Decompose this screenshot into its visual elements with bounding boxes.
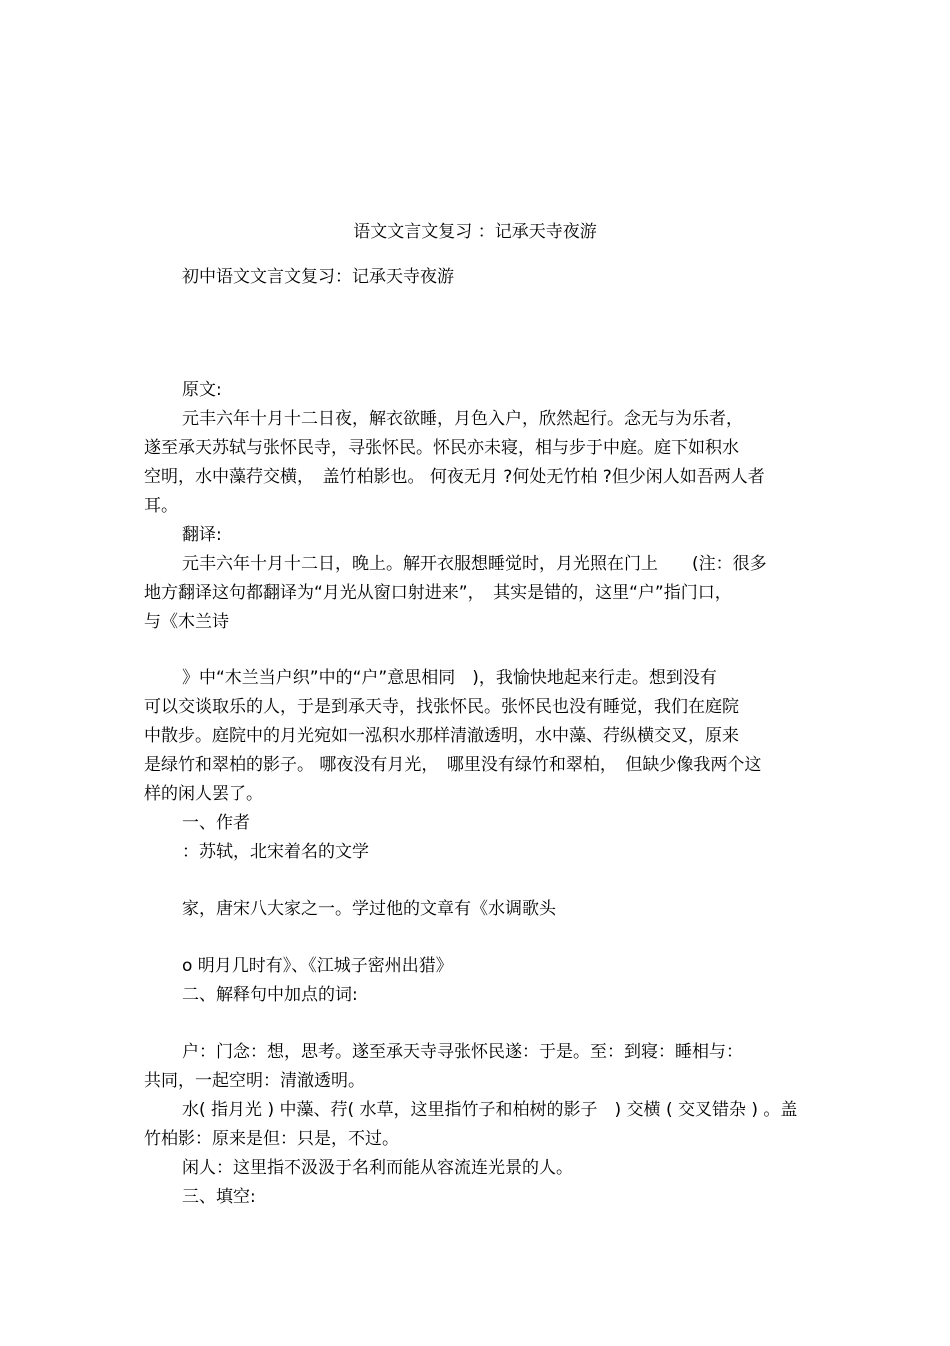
- text-line: 闲人：这里指不汲汲于名利而能从容流连光景的人。: [182, 1158, 573, 1178]
- text-line: 家，唐宋八大家之一。学过他的文章有《水调歌头: [182, 899, 556, 919]
- text-line: 共同，一起空明：清澈透明。: [144, 1071, 365, 1091]
- text-line: 竹柏影：原来是但：只是，不过。: [144, 1129, 399, 1149]
- text-line: 原文:: [182, 380, 222, 400]
- text-line: 翻译:: [182, 525, 222, 545]
- text-line: 与《木兰诗: [144, 612, 229, 632]
- section-heading: 二、解释句中加点的词:: [182, 985, 358, 1005]
- text-line: 空明，水中藻荇交横， 盖竹柏影也。 何夜无月 ?何处无竹柏 ?但少闲人如吾两人者: [144, 467, 765, 487]
- text-line: 中散步。庭院中的月光宛如一泓积水那样清澈透明，水中藻、荇纵横交叉，原来: [144, 726, 739, 746]
- text-line: 户：门念：想，思考。遂至承天寺寻张怀民遂：于是。至：到寝：睡相与：: [182, 1042, 743, 1062]
- text-line: 耳。: [144, 496, 178, 516]
- text-line: 样的闲人罢了。: [144, 784, 263, 804]
- text-line: 是绿竹和翠柏的影子。 哪夜没有月光， 哪里没有绿竹和翠柏， 但缺少像我两个这: [144, 755, 762, 775]
- text-line: o 明月几时有》、《江城子密州出猎》: [182, 956, 453, 976]
- document-title: 语文文言文复习 ：记承天寺夜游: [353, 222, 597, 242]
- text-line: 元丰六年十月十二日夜，解衣欲睡，月色入户，欣然起行。念无与为乐者，: [182, 409, 743, 429]
- section-heading: 三、填空:: [182, 1187, 256, 1207]
- section-heading: 一、作者: [182, 813, 250, 833]
- text-line: 可以交谈取乐的人，于是到承天寺，找张怀民。张怀民也没有睡觉，我们在庭院: [144, 697, 739, 717]
- text-line: ：苏轼，北宋着名的文学: [182, 842, 369, 862]
- text-line: 元丰六年十月十二日，晚上。解开衣服想睡觉时，月光照在门上 (注：很多: [182, 554, 767, 574]
- text-line: 》中“木兰当户织”中的“户”意思相同 )，我愉快地起来行走。想到没有: [182, 668, 717, 688]
- text-line: 水( 指月光 ) 中藻、荇( 水草，这里指竹子和柏树的影子 ) 交横 ( 交叉错杂 ) 。盖: [182, 1100, 798, 1120]
- document-subtitle: 初中语文文言文复习：记承天寺夜游: [182, 267, 454, 287]
- text-line: 遂至承天苏轼与张怀民寺，寻张怀民。怀民亦未寝，相与步于中庭。庭下如积水: [144, 438, 739, 458]
- text-line: 地方翻译这句都翻译为“月光从窗口射进来”， 其实是错的，这里“户”指门口，: [144, 583, 732, 603]
